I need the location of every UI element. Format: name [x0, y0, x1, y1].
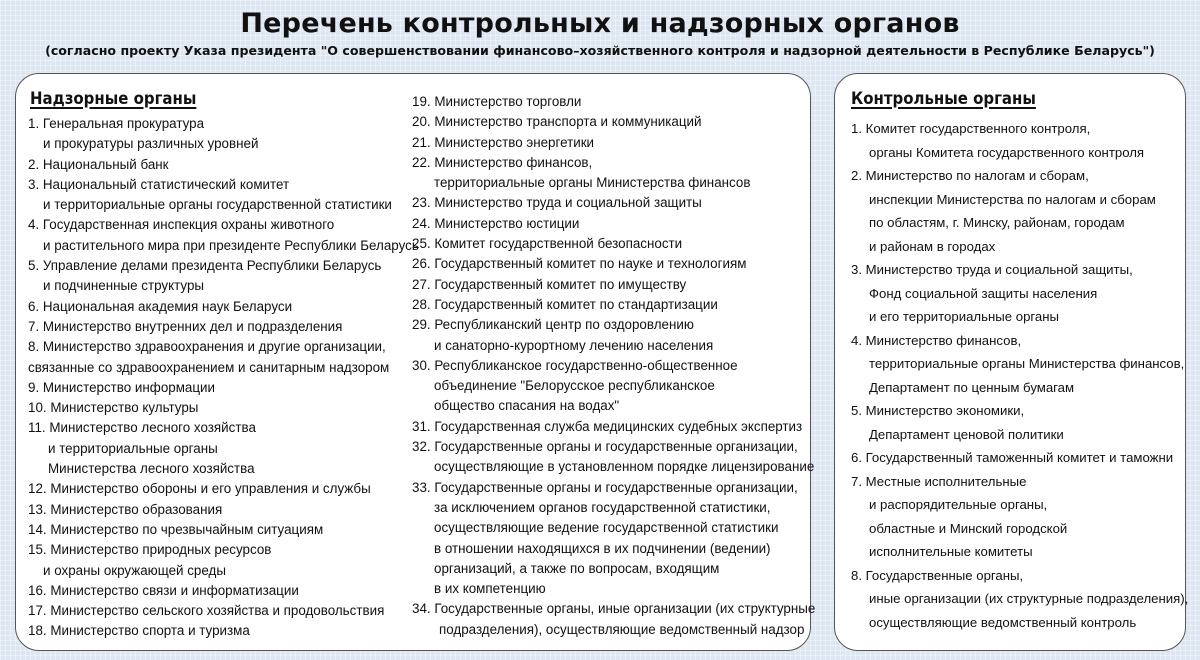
control-item-line: по областям, г. Минску, районам, городам [869, 215, 1125, 230]
supervisory-item [28, 398, 419, 418]
supervisory-item [28, 317, 419, 337]
supervisory-item [412, 112, 815, 132]
supervisory-item-line: осуществляющие ведение государственной статистики [434, 520, 779, 536]
supervisory-item-line: 5. Управление делами президента Республики Беларусь [28, 258, 382, 274]
supervisory-item [28, 256, 419, 297]
control-item-line: 7. Местные исполнительные [851, 473, 1027, 489]
supervisory-item-line: 1. Генеральная прокуратура [28, 116, 205, 131]
supervisory-item-line: 9. Министерство информации [28, 379, 215, 395]
control-item-line: 3. Министерство труда и социальной защиты, [851, 262, 1133, 277]
supervisory-item [28, 540, 419, 581]
supervisory-item [28, 621, 419, 641]
supervisory-item-line: 6. Национальная академия наук Беларуси [28, 298, 293, 314]
control-item [851, 117, 1188, 164]
supervisory-item-line: 16. Министерство связи и информатизации [28, 582, 299, 598]
control-item-line: Департамент ценовой политики [869, 426, 1064, 442]
supervisory-item [28, 114, 419, 155]
control-item-line: территориальные органы Министерства финансов, [869, 356, 1185, 371]
supervisory-item [412, 295, 815, 315]
supervisory-item-line: и территориальные органы [48, 440, 218, 456]
control-item-line: 5. Министерство экономики, [851, 403, 1025, 418]
supervisory-item-line: в их компетенцию [434, 581, 546, 597]
control-item [851, 470, 1188, 564]
supervisory-item [28, 297, 419, 317]
supervisory-item-line: 30. Республиканское государственно-общественное [412, 357, 738, 373]
control-item-line: Департамент по ценным бумагам [869, 379, 1075, 395]
supervisory-item [28, 215, 419, 256]
supervisory-item-line: 21. Министерство энергетики [412, 134, 595, 150]
control-item-line: и его территориальные органы [869, 309, 1060, 324]
supervisory-item-line: 33. Государственные органы и государственные организации, [412, 479, 798, 495]
supervisory-item-line: 19. Министерство торговли [412, 94, 582, 109]
control-panel [834, 73, 1189, 651]
supervisory-item-line: 13. Министерство образования [28, 501, 223, 517]
supervisory-item [28, 479, 419, 499]
supervisory-item-line: 25. Комитет государственной безопасности [412, 236, 683, 252]
supervisory-item-line: и подчиненные структуры [43, 278, 205, 294]
supervisory-item [412, 214, 815, 234]
supervisory-item-line: организаций, а также по вопросам, входящим [434, 560, 720, 576]
control-item-line: и распорядительные органы, [869, 497, 1048, 512]
supervisory-item-line: 31. Государственная служба медицинских судебных экспертиз [412, 418, 803, 434]
supervisory-item [28, 155, 419, 175]
supervisory-item [28, 601, 419, 621]
supervisory-item [412, 193, 815, 213]
supervisory-item-line: 15. Министерство природных ресурсов [28, 542, 272, 558]
control-item-line: инспекции Министерства по налогам и сборам [869, 191, 1156, 207]
supervisory-item-line: за исключением органов государственной статистики, [434, 499, 771, 515]
supervisory-item [412, 254, 815, 274]
supervisory-item-line: 12. Министерство обороны и его управления и службы [28, 481, 371, 497]
control-item-line: осуществляющие ведомственный контроль [869, 614, 1137, 630]
supervisory-item-line: территориальные органы Министерства финансов [434, 175, 751, 191]
control-item-line: 6. Государственный таможенный комитет и таможни [851, 450, 1174, 465]
control-item-line: областные и Минский городской [869, 520, 1068, 536]
supervisory-item [28, 378, 419, 398]
supervisory-item-line: 29. Республиканский центр по оздоровлению [412, 317, 694, 333]
supervisory-item [28, 337, 419, 378]
supervisory-item-line: 18. Министерство спорта и туризма [28, 623, 250, 639]
supervisory-item-line: 4. Государственная инспекция охраны животного [28, 217, 335, 233]
page-subtitle: (согласно проекту Указа президента "О совершенствовании финансово–хозяйственного контроля и надзорной деятельности в Республике Беларусь") [45, 43, 1155, 58]
control-item-line: 8. Государственные органы, [851, 567, 1024, 583]
supervisory-item [412, 315, 815, 356]
supervisory-item [28, 520, 419, 540]
supervisory-item-line: 20. Министерство транспорта и коммуникаций [412, 114, 702, 130]
control-item [851, 258, 1188, 329]
control-item [851, 329, 1188, 400]
supervisory-item [412, 356, 815, 417]
supervisory-item [28, 581, 419, 601]
control-item [851, 164, 1188, 258]
supervisory-item [412, 133, 815, 153]
control-item-line: и районам в городах [869, 238, 996, 254]
control-item-line: иные организации (их структурные подразделения), [869, 591, 1189, 606]
control-heading: Контрольные органы [851, 89, 1036, 109]
supervisory-item [412, 153, 815, 194]
supervisory-item-line: и территориальные органы государственной статистики [43, 197, 392, 213]
supervisory-item-line: подразделения), осуществляющие ведомственный надзор [439, 621, 805, 637]
control-list [851, 117, 1188, 634]
control-item [851, 564, 1188, 635]
supervisory-item [28, 175, 419, 216]
supervisory-item-line: осуществляющие в установленном порядке лицензирование [434, 459, 815, 475]
supervisory-item-line: 28. Государственный комитет по стандартизации [412, 296, 718, 312]
supervisory-list-column-1 [28, 114, 419, 642]
control-item-line: 4. Министерство финансов, [851, 332, 1022, 348]
supervisory-item [412, 275, 815, 295]
supervisory-heading: Надзорные органы [30, 89, 197, 109]
control-item-line: органы Комитета государственного контроля [869, 144, 1145, 160]
supervisory-item-line: и охраны окружающей среды [43, 562, 226, 578]
control-item [851, 399, 1188, 446]
supervisory-item-line: 27. Государственный комитет по имуществу [412, 276, 687, 292]
supervisory-list-column-2 [412, 92, 815, 640]
supervisory-item-line: и прокуратуры различных уровней [43, 136, 259, 152]
control-item-line: 1. Комитет государственного контроля, [851, 121, 1091, 136]
supervisory-item-line: 26. Государственный комитет по науке и технологиям [412, 256, 747, 272]
supervisory-item-line: 32. Государственные органы и государственные организации, [412, 439, 798, 455]
supervisory-item-line: 8. Министерство здравоохранения и другие организации, [28, 339, 386, 355]
supervisory-item [412, 417, 815, 437]
supervisory-item-line: общество спасания на водах" [434, 398, 620, 414]
page-title: Перечень контрольных и надзорных органов [240, 8, 960, 39]
supervisory-item-line: объединение "Белорусское республиканское [434, 378, 715, 394]
supervisory-item-line: 10. Министерство культуры [28, 400, 199, 416]
supervisory-item-line: 22. Министерство финансов, [412, 154, 593, 170]
supervisory-item [412, 234, 815, 254]
supervisory-item [412, 599, 815, 640]
control-item [851, 446, 1188, 470]
supervisory-item-line: 24. Министерство юстиции [412, 215, 580, 231]
supervisory-item-line: 34. Государственные органы, иные организации (их структурные [412, 601, 816, 617]
control-item-line: 2. Министерство по налогам и сборам, [851, 168, 1089, 183]
supervisory-item-line: 14. Министерство по чрезвычайным ситуациям [28, 521, 324, 537]
supervisory-item-line: в отношении находящихся в их подчинении (ведении) [434, 540, 771, 556]
supervisory-item [28, 500, 419, 520]
control-item-line: исполнительные комитеты [869, 544, 1033, 559]
supervisory-item-line: и санаторно-курортному лечению населения [434, 337, 714, 353]
supervisory-item-line: 11. Министерство лесного хозяйства [28, 420, 256, 436]
supervisory-item-line: 23. Министерство труда и социальной защиты [412, 195, 702, 211]
control-item-line: Фонд социальной защиты населения [869, 285, 1098, 301]
supervisory-item [28, 418, 419, 479]
supervisory-item-line: 17. Министерство сельского хозяйства и продовольствия [28, 603, 385, 619]
supervisory-item-line: 3. Национальный статистический комитет [28, 176, 290, 192]
supervisory-item-line: 7. Министерство внутренних дел и подразделения [28, 318, 343, 334]
supervisory-item-line: и растительного мира при президенте Республики Беларусь [43, 237, 419, 253]
supervisory-item-line: 2. Национальный банк [28, 156, 169, 172]
supervisory-item [412, 478, 815, 600]
supervisory-item [412, 437, 815, 478]
supervisory-item-line: связанные со здравоохранением и санитарным надзором [28, 359, 390, 375]
supervisory-panel [15, 73, 816, 651]
supervisory-item-line: Министерства лесного хозяйства [48, 461, 255, 477]
supervisory-item [412, 92, 815, 112]
